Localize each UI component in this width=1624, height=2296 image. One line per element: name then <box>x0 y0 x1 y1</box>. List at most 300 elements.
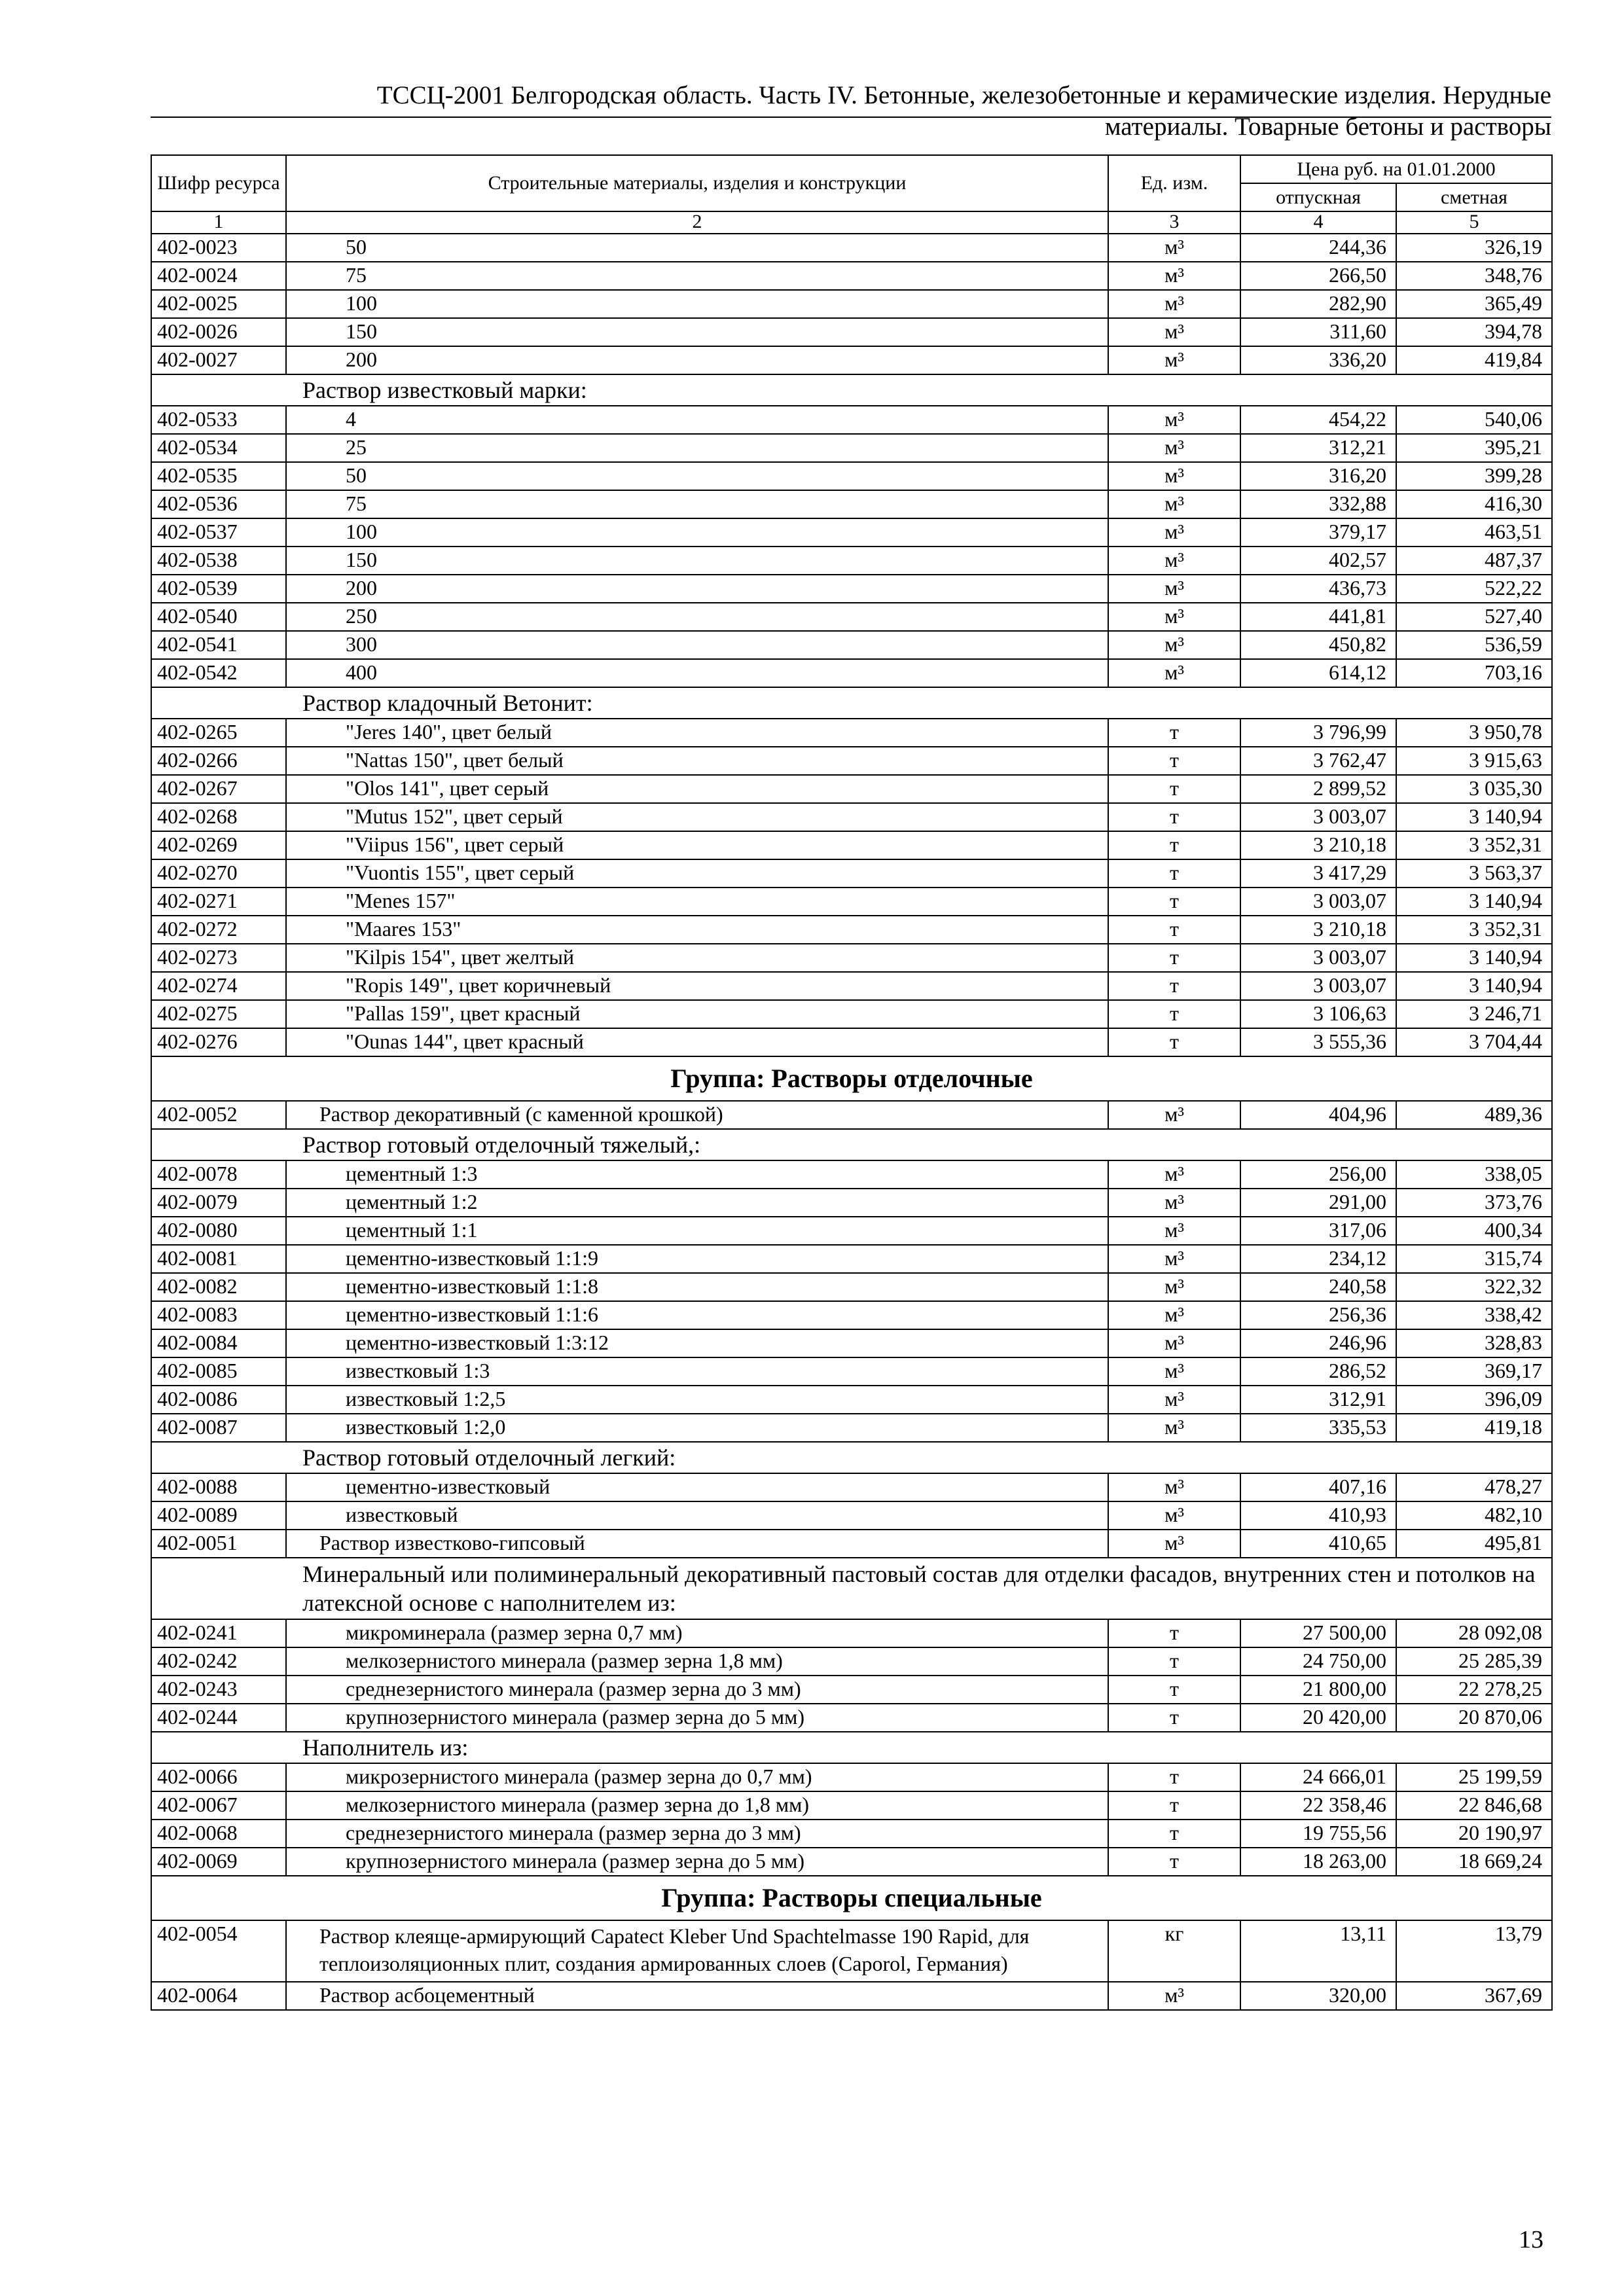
table-row <box>151 603 1552 631</box>
resource-code: 402-0539 <box>151 575 286 603</box>
resource-code: 402-0066 <box>151 1763 286 1791</box>
table-row <box>151 1273 1552 1301</box>
material-name: 50 <box>286 462 1108 490</box>
estimate-price: 3 704,44 <box>1396 1028 1552 1056</box>
unit-cell: м³ <box>1108 547 1240 575</box>
resource-code: 402-0538 <box>151 547 286 575</box>
material-name: известковый 1:3 <box>286 1357 1108 1386</box>
release-price: 13,11 <box>1240 1920 1396 1982</box>
estimate-price: 399,28 <box>1396 462 1552 490</box>
unit-cell: т <box>1108 944 1240 972</box>
resource-code: 402-0273 <box>151 944 286 972</box>
release-price: 3 762,47 <box>1240 747 1396 775</box>
unit-cell: т <box>1108 1791 1240 1820</box>
table-row <box>151 1473 1552 1501</box>
unit-cell: т <box>1108 803 1240 831</box>
material-name: цементно-известковый <box>286 1473 1108 1501</box>
table-row <box>151 406 1552 434</box>
material-name: "Mutus 152", цвет серый <box>286 803 1108 831</box>
table-row <box>151 888 1552 916</box>
unit-cell: м³ <box>1108 346 1240 374</box>
table-row <box>151 1357 1552 1386</box>
table-row <box>151 631 1552 659</box>
unit-cell: м³ <box>1108 290 1240 318</box>
release-price: 320,00 <box>1240 1982 1396 2010</box>
unit-cell: т <box>1108 831 1240 859</box>
section-heading: Раствор известковый марки: <box>151 374 1552 406</box>
table-row <box>151 775 1552 803</box>
unit-cell: т <box>1108 747 1240 775</box>
resource-code: 402-0541 <box>151 631 286 659</box>
resource-code: 402-0080 <box>151 1217 286 1245</box>
section-heading-row <box>151 1732 1552 1763</box>
material-name: крупнозернистого минерала (размер зерна до 5 мм) <box>286 1704 1108 1732</box>
resource-code: 402-0243 <box>151 1676 286 1704</box>
estimate-price: 3 140,94 <box>1396 803 1552 831</box>
material-name: 4 <box>286 406 1108 434</box>
table-row <box>151 1329 1552 1357</box>
resource-code: 402-0079 <box>151 1189 286 1217</box>
resource-code: 402-0024 <box>151 262 286 290</box>
material-name: цементно-известковый 1:1:8 <box>286 1273 1108 1301</box>
unit-cell: м³ <box>1108 1101 1240 1129</box>
section-heading: Раствор готовый отделочный легкий: <box>151 1442 1552 1473</box>
header-rule <box>151 117 1551 118</box>
unit-cell: т <box>1108 972 1240 1000</box>
estimate-price: 3 950,78 <box>1396 719 1552 747</box>
unit-cell: м³ <box>1108 318 1240 346</box>
resource-code: 402-0542 <box>151 659 286 687</box>
material-name: Раствор известково-гипсовый <box>286 1530 1108 1558</box>
table-row <box>151 547 1552 575</box>
resource-code: 402-0025 <box>151 290 286 318</box>
column-number: 2 <box>286 211 1108 234</box>
resource-code: 402-0085 <box>151 1357 286 1386</box>
material-name: 150 <box>286 547 1108 575</box>
resource-code: 402-0269 <box>151 831 286 859</box>
release-price: 266,50 <box>1240 262 1396 290</box>
resource-code: 402-0276 <box>151 1028 286 1056</box>
unit-cell: м³ <box>1108 1160 1240 1189</box>
resource-code: 402-0067 <box>151 1791 286 1820</box>
table-row <box>151 972 1552 1000</box>
table-row <box>151 1619 1552 1647</box>
estimate-price: 395,21 <box>1396 434 1552 462</box>
resource-code: 402-0023 <box>151 234 286 262</box>
estimate-price: 22 846,68 <box>1396 1791 1552 1820</box>
material-name: "Kilpis 154", цвет желтый <box>286 944 1108 972</box>
material-name: "Vuontis 155", цвет серый <box>286 859 1108 888</box>
table-row <box>151 1028 1552 1056</box>
unit-cell: м³ <box>1108 462 1240 490</box>
estimate-price: 22 278,25 <box>1396 1676 1552 1704</box>
resource-code: 402-0082 <box>151 1273 286 1301</box>
release-price: 336,20 <box>1240 346 1396 374</box>
release-price: 2 899,52 <box>1240 775 1396 803</box>
table-header-row <box>151 155 1552 183</box>
estimate-price: 3 140,94 <box>1396 944 1552 972</box>
release-price: 291,00 <box>1240 1189 1396 1217</box>
release-price: 3 003,07 <box>1240 803 1396 831</box>
section-heading-row <box>151 1129 1552 1160</box>
resource-code: 402-0266 <box>151 747 286 775</box>
material-name: известковый 1:2,5 <box>286 1386 1108 1414</box>
table-row <box>151 1704 1552 1732</box>
table-row <box>151 1000 1552 1028</box>
unit-cell: т <box>1108 1848 1240 1876</box>
table-row <box>151 1101 1552 1129</box>
resource-code: 402-0272 <box>151 916 286 944</box>
unit-cell: м³ <box>1108 1357 1240 1386</box>
estimate-price: 536,59 <box>1396 631 1552 659</box>
resource-code: 402-0064 <box>151 1982 286 2010</box>
estimate-price: 3 563,37 <box>1396 859 1552 888</box>
price-table <box>151 154 1553 2011</box>
resource-code: 402-0267 <box>151 775 286 803</box>
section-heading: Раствор готовый отделочный тяжелый,: <box>151 1129 1552 1160</box>
unit-cell: т <box>1108 1704 1240 1732</box>
header-line-1: ТССЦ-2001 Белгородская область. Часть IV. Бетонные, железобетонные и керамические изделия. Нерудные <box>376 81 1551 109</box>
material-name: 25 <box>286 434 1108 462</box>
release-price: 24 666,01 <box>1240 1763 1396 1791</box>
resource-code: 402-0241 <box>151 1619 286 1647</box>
release-price: 614,12 <box>1240 659 1396 687</box>
unit-cell: т <box>1108 1647 1240 1676</box>
resource-code: 402-0536 <box>151 490 286 518</box>
release-price: 282,90 <box>1240 290 1396 318</box>
estimate-price: 489,36 <box>1396 1101 1552 1129</box>
estimate-price: 478,27 <box>1396 1473 1552 1501</box>
table-row <box>151 1414 1552 1442</box>
table-row <box>151 719 1552 747</box>
unit-cell: м³ <box>1108 575 1240 603</box>
release-price: 441,81 <box>1240 603 1396 631</box>
estimate-price: 20 190,97 <box>1396 1820 1552 1848</box>
unit-cell: м³ <box>1108 262 1240 290</box>
table-row <box>151 262 1552 290</box>
estimate-price: 25 285,39 <box>1396 1647 1552 1676</box>
estimate-price: 348,76 <box>1396 262 1552 290</box>
material-name: 200 <box>286 575 1108 603</box>
unit-cell: м³ <box>1108 1217 1240 1245</box>
release-price: 256,00 <box>1240 1160 1396 1189</box>
material-name: среднезернистого минерала (размер зерна до 3 мм) <box>286 1820 1108 1848</box>
section-heading: Минеральный или полиминеральный декоративный пастовый состав для отделки фасадов, внутренних стен и потолков на латексной основе с наполнителем из: <box>151 1558 1552 1619</box>
resource-code: 402-0533 <box>151 406 286 434</box>
resource-code: 402-0078 <box>151 1160 286 1189</box>
material-name: "Menes 157" <box>286 888 1108 916</box>
release-price: 311,60 <box>1240 318 1396 346</box>
table-row <box>151 944 1552 972</box>
unit-cell: м³ <box>1108 1189 1240 1217</box>
table-row <box>151 318 1552 346</box>
estimate-price: 400,34 <box>1396 1217 1552 1245</box>
material-name: "Nattas 150", цвет белый <box>286 747 1108 775</box>
unit-cell: м³ <box>1108 518 1240 547</box>
material-name: мелкозернистого минерала (размер зерна 1,8 мм) <box>286 1647 1108 1676</box>
material-name: "Jeres 140", цвет белый <box>286 719 1108 747</box>
unit-cell: м³ <box>1108 1386 1240 1414</box>
material-name: 250 <box>286 603 1108 631</box>
unit-cell: т <box>1108 888 1240 916</box>
release-price: 3 210,18 <box>1240 831 1396 859</box>
unit-cell: м³ <box>1108 1245 1240 1273</box>
material-name: 100 <box>286 518 1108 547</box>
resource-code: 402-0242 <box>151 1647 286 1676</box>
estimate-price: 3 246,71 <box>1396 1000 1552 1028</box>
release-price: 3 106,63 <box>1240 1000 1396 1028</box>
estimate-price: 416,30 <box>1396 490 1552 518</box>
material-name: микроминерала (размер зерна 0,7 мм) <box>286 1619 1108 1647</box>
release-price: 3 796,99 <box>1240 719 1396 747</box>
material-name: 150 <box>286 318 1108 346</box>
material-name: цементный 1:1 <box>286 1217 1108 1245</box>
estimate-price: 482,10 <box>1396 1501 1552 1530</box>
resource-code: 402-0534 <box>151 434 286 462</box>
release-price: 234,12 <box>1240 1245 1396 1273</box>
material-name: известковый <box>286 1501 1108 1530</box>
unit-cell: м³ <box>1108 1530 1240 1558</box>
unit-cell: м³ <box>1108 434 1240 462</box>
section-heading-row <box>151 1558 1552 1619</box>
unit-cell: м³ <box>1108 490 1240 518</box>
group-heading-row <box>151 1876 1552 1920</box>
estimate-price: 419,18 <box>1396 1414 1552 1442</box>
table-row <box>151 490 1552 518</box>
release-price: 402,57 <box>1240 547 1396 575</box>
material-name: цементный 1:3 <box>286 1160 1108 1189</box>
material-name: Раствор декоративный (с каменной крошкой) <box>286 1101 1108 1129</box>
table-row <box>151 659 1552 687</box>
material-name: 100 <box>286 290 1108 318</box>
unit-cell: т <box>1108 1028 1240 1056</box>
material-name: цементно-известковый 1:3:12 <box>286 1329 1108 1357</box>
table-row <box>151 234 1552 262</box>
estimate-price: 20 870,06 <box>1396 1704 1552 1732</box>
resource-code: 402-0054 <box>151 1920 286 1982</box>
material-name: "Ounas 144", цвет красный <box>286 1028 1108 1056</box>
release-price: 21 800,00 <box>1240 1676 1396 1704</box>
resource-code: 402-0088 <box>151 1473 286 1501</box>
header-unit: Ед. изм. <box>1108 155 1240 211</box>
table-row <box>151 462 1552 490</box>
unit-cell: м³ <box>1108 603 1240 631</box>
table-row <box>151 575 1552 603</box>
release-price: 256,36 <box>1240 1301 1396 1329</box>
estimate-price: 18 669,24 <box>1396 1848 1552 1876</box>
resource-code: 402-0089 <box>151 1501 286 1530</box>
release-price: 20 420,00 <box>1240 1704 1396 1732</box>
estimate-price: 419,84 <box>1396 346 1552 374</box>
unit-cell: т <box>1108 719 1240 747</box>
resource-code: 402-0271 <box>151 888 286 916</box>
release-price: 27 500,00 <box>1240 1619 1396 1647</box>
header-code: Шифр ресурса <box>151 155 286 211</box>
release-price: 3 210,18 <box>1240 916 1396 944</box>
table-row <box>151 803 1552 831</box>
table-row <box>151 1217 1552 1245</box>
estimate-price: 3 352,31 <box>1396 831 1552 859</box>
material-name: известковый 1:2,0 <box>286 1414 1108 1442</box>
release-price: 286,52 <box>1240 1357 1396 1386</box>
resource-code: 402-0084 <box>151 1329 286 1357</box>
resource-code: 402-0083 <box>151 1301 286 1329</box>
group-heading-row <box>151 1056 1552 1101</box>
table-row <box>151 1301 1552 1329</box>
column-number: 1 <box>151 211 286 234</box>
resource-code: 402-0051 <box>151 1530 286 1558</box>
material-name: "Viipus 156", цвет серый <box>286 831 1108 859</box>
estimate-price: 463,51 <box>1396 518 1552 547</box>
release-price: 244,36 <box>1240 234 1396 262</box>
resource-code: 402-0535 <box>151 462 286 490</box>
group-heading: Группа: Растворы отделочные <box>151 1056 1552 1101</box>
material-name: цементный 1:2 <box>286 1189 1108 1217</box>
resource-code: 402-0275 <box>151 1000 286 1028</box>
table-row <box>151 1647 1552 1676</box>
material-name: Раствор клеяще-армирующий Capatect Kleber Und Spachtelmasse 190 Rapid, для теплоизоляционных плит, создания армированных слоев (Caporol, Германия) <box>286 1920 1108 1982</box>
release-price: 18 263,00 <box>1240 1848 1396 1876</box>
material-name: "Olos 141", цвет серый <box>286 775 1108 803</box>
material-name: Раствор асбоцементный <box>286 1982 1108 2010</box>
resource-code: 402-0265 <box>151 719 286 747</box>
resource-code: 402-0087 <box>151 1414 286 1442</box>
unit-cell: т <box>1108 1000 1240 1028</box>
resource-code: 402-0052 <box>151 1101 286 1129</box>
table-row <box>151 518 1552 547</box>
release-price: 335,53 <box>1240 1414 1396 1442</box>
resource-code: 402-0274 <box>151 972 286 1000</box>
unit-cell: кг <box>1108 1920 1240 1982</box>
release-price: 22 358,46 <box>1240 1791 1396 1820</box>
estimate-price: 338,05 <box>1396 1160 1552 1189</box>
header-name: Строительные материалы, изделия и конструкции <box>286 155 1108 211</box>
page-number: 13 <box>1519 2226 1543 2253</box>
unit-cell: м³ <box>1108 406 1240 434</box>
resource-code: 402-0537 <box>151 518 286 547</box>
section-heading-row <box>151 374 1552 406</box>
resource-code: 402-0244 <box>151 1704 286 1732</box>
resource-code: 402-0027 <box>151 346 286 374</box>
table-row <box>151 1386 1552 1414</box>
table-row <box>151 290 1552 318</box>
material-name: цементно-известковый 1:1:6 <box>286 1301 1108 1329</box>
estimate-price: 25 199,59 <box>1396 1763 1552 1791</box>
header-price: Цена руб. на 01.01.2000 <box>1240 155 1552 183</box>
material-name: мелкозернистого минерала (размер зерна до 1,8 мм) <box>286 1791 1108 1820</box>
table-row <box>151 1763 1552 1791</box>
release-price: 410,93 <box>1240 1501 1396 1530</box>
header-release: отпускная <box>1240 183 1396 211</box>
release-price: 312,21 <box>1240 434 1396 462</box>
estimate-price: 394,78 <box>1396 318 1552 346</box>
header-line-2: материалы. Товарные бетоны и растворы <box>1104 113 1551 141</box>
material-name: микрозернистого минерала (размер зерна до 0,7 мм) <box>286 1763 1108 1791</box>
section-heading: Раствор кладочный Ветонит: <box>151 687 1552 719</box>
column-number: 3 <box>1108 211 1240 234</box>
material-name: цементно-известковый 1:1:9 <box>286 1245 1108 1273</box>
unit-cell: м³ <box>1108 1473 1240 1501</box>
column-number: 5 <box>1396 211 1552 234</box>
resource-code: 402-0086 <box>151 1386 286 1414</box>
resource-code: 402-0069 <box>151 1848 286 1876</box>
material-name: "Ropis 149", цвет коричневый <box>286 972 1108 1000</box>
table-row <box>151 1820 1552 1848</box>
unit-cell: т <box>1108 1676 1240 1704</box>
unit-cell: м³ <box>1108 234 1240 262</box>
estimate-price: 13,79 <box>1396 1920 1552 1982</box>
table-row <box>151 916 1552 944</box>
unit-cell: т <box>1108 1619 1240 1647</box>
estimate-price: 3 035,30 <box>1396 775 1552 803</box>
section-heading: Наполнитель из: <box>151 1732 1552 1763</box>
table-row <box>151 1791 1552 1820</box>
resource-code: 402-0068 <box>151 1820 286 1848</box>
estimate-price: 338,42 <box>1396 1301 1552 1329</box>
unit-cell: м³ <box>1108 1301 1240 1329</box>
release-price: 312,91 <box>1240 1386 1396 1414</box>
release-price: 240,58 <box>1240 1273 1396 1301</box>
table-row <box>151 1160 1552 1189</box>
section-heading-row <box>151 687 1552 719</box>
release-price: 454,22 <box>1240 406 1396 434</box>
table-row <box>151 1848 1552 1876</box>
estimate-price: 373,76 <box>1396 1189 1552 1217</box>
release-price: 410,65 <box>1240 1530 1396 1558</box>
table-row <box>151 1245 1552 1273</box>
estimate-price: 369,17 <box>1396 1357 1552 1386</box>
material-name: среднезернистого минерала (размер зерна до 3 мм) <box>286 1676 1108 1704</box>
estimate-price: 367,69 <box>1396 1982 1552 2010</box>
unit-cell: м³ <box>1108 1414 1240 1442</box>
estimate-price: 28 092,08 <box>1396 1619 1552 1647</box>
resource-code: 402-0270 <box>151 859 286 888</box>
table-row <box>151 1920 1552 1982</box>
material-name: 400 <box>286 659 1108 687</box>
material-name: "Maares 153" <box>286 916 1108 944</box>
release-price: 436,73 <box>1240 575 1396 603</box>
material-name: 50 <box>286 234 1108 262</box>
unit-cell: м³ <box>1108 631 1240 659</box>
unit-cell: т <box>1108 859 1240 888</box>
estimate-price: 3 140,94 <box>1396 972 1552 1000</box>
estimate-price: 540,06 <box>1396 406 1552 434</box>
release-price: 3 003,07 <box>1240 888 1396 916</box>
release-price: 3 003,07 <box>1240 972 1396 1000</box>
release-price: 24 750,00 <box>1240 1647 1396 1676</box>
estimate-price: 487,37 <box>1396 547 1552 575</box>
estimate-price: 495,81 <box>1396 1530 1552 1558</box>
estimate-price: 3 140,94 <box>1396 888 1552 916</box>
unit-cell: м³ <box>1108 659 1240 687</box>
table-row <box>151 1530 1552 1558</box>
unit-cell: м³ <box>1108 1273 1240 1301</box>
section-heading-row <box>151 1442 1552 1473</box>
resource-code: 402-0026 <box>151 318 286 346</box>
unit-cell: м³ <box>1108 1501 1240 1530</box>
material-name: "Pallas 159", цвет красный <box>286 1000 1108 1028</box>
release-price: 3 003,07 <box>1240 944 1396 972</box>
estimate-price: 3 352,31 <box>1396 916 1552 944</box>
release-price: 317,06 <box>1240 1217 1396 1245</box>
estimate-price: 326,19 <box>1396 234 1552 262</box>
unit-cell: т <box>1108 916 1240 944</box>
estimate-price: 322,32 <box>1396 1273 1552 1301</box>
estimate-price: 328,83 <box>1396 1329 1552 1357</box>
unit-cell: т <box>1108 1820 1240 1848</box>
group-heading: Группа: Растворы специальные <box>151 1876 1552 1920</box>
release-price: 3 417,29 <box>1240 859 1396 888</box>
